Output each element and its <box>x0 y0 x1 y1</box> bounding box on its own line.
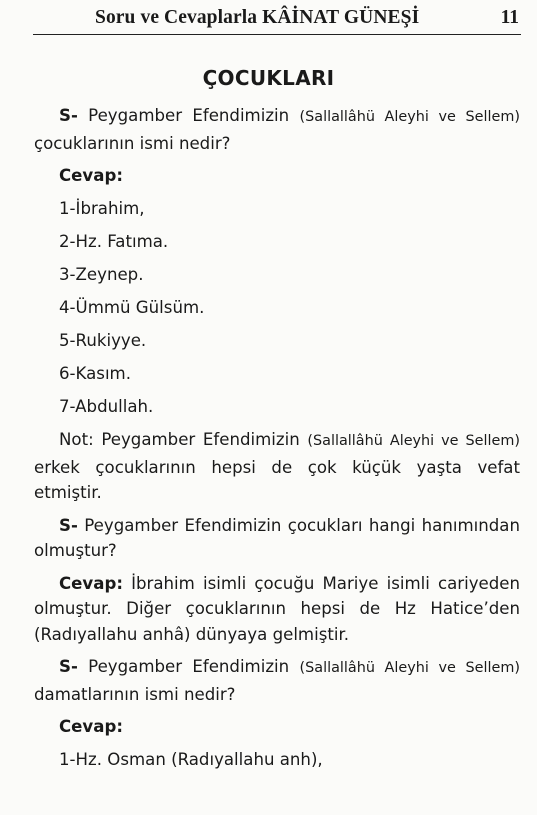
son-in-law-list-item: 1-Hz. Osman (Radıyallahu anh), <box>59 750 323 769</box>
honorific: (Sallallâhü Aleyhi ve Sellem) <box>299 660 520 676</box>
answer-label: Cevap: <box>59 717 123 736</box>
question-text: damatlarının ismi nedir? <box>34 684 236 704</box>
child-list-item: 3-Zeynep. <box>59 265 144 284</box>
question-mothers <box>34 513 520 564</box>
page-body <box>34 103 520 780</box>
answer-label: Cevap: <box>59 166 123 185</box>
question-children-names <box>34 103 520 156</box>
question-sons-in-law <box>34 654 520 707</box>
answer-label: Cevap: <box>59 573 123 593</box>
child-list-item: 6-Kasım. <box>59 364 131 383</box>
child-list-item: 2-Hz. Fatıma. <box>59 232 169 251</box>
child-list-item: 7-Abdullah. <box>59 397 154 416</box>
question-text: Peygamber Efendimizin <box>77 657 300 676</box>
running-title: Soru ve Cevaplarla KÂİNAT GÜNEŞİ <box>95 7 420 28</box>
running-header <box>33 6 521 35</box>
question-text: Peygamber Efendimizin çocukları hangi hanımından olmuştur? <box>34 515 520 560</box>
note-paragraph <box>34 427 520 506</box>
answer-mothers <box>34 571 520 648</box>
honorific: (Sallallâhü Aleyhi ve Sellem) <box>299 109 520 125</box>
child-list-item: 5-Rukiyye. <box>59 331 147 350</box>
question-text: çocuklarının ismi nedir? <box>34 133 231 153</box>
question-marker: S- <box>59 657 78 676</box>
question-marker: S- <box>59 106 78 125</box>
question-marker: S- <box>59 515 78 535</box>
question-text: Peygamber Efendimizin <box>77 106 300 125</box>
note-text: Not: Peygamber Efendimizin <box>59 430 308 449</box>
section-title: ÇOCUKLARI <box>202 66 335 90</box>
note-text: erkek çocuklarının hepsi de çok küçük yaşta vefat etmiştir. <box>34 457 520 502</box>
honorific: (Sallallâhü Aleyhi ve Sellem) <box>307 433 520 449</box>
child-list-item: 4-Ümmü Gülsüm. <box>59 298 205 317</box>
page-number: 11 <box>500 7 519 28</box>
answer-text: İbrahim isimli çocuğu Mariye isimli cariyeden olmuştur. Diğer çocuklarının hepsi de Hz Hatice’den (Radıyallahu anhâ) dünyaya gelmiştir. <box>34 573 520 644</box>
child-list-item: 1-İbrahim, <box>59 199 145 218</box>
